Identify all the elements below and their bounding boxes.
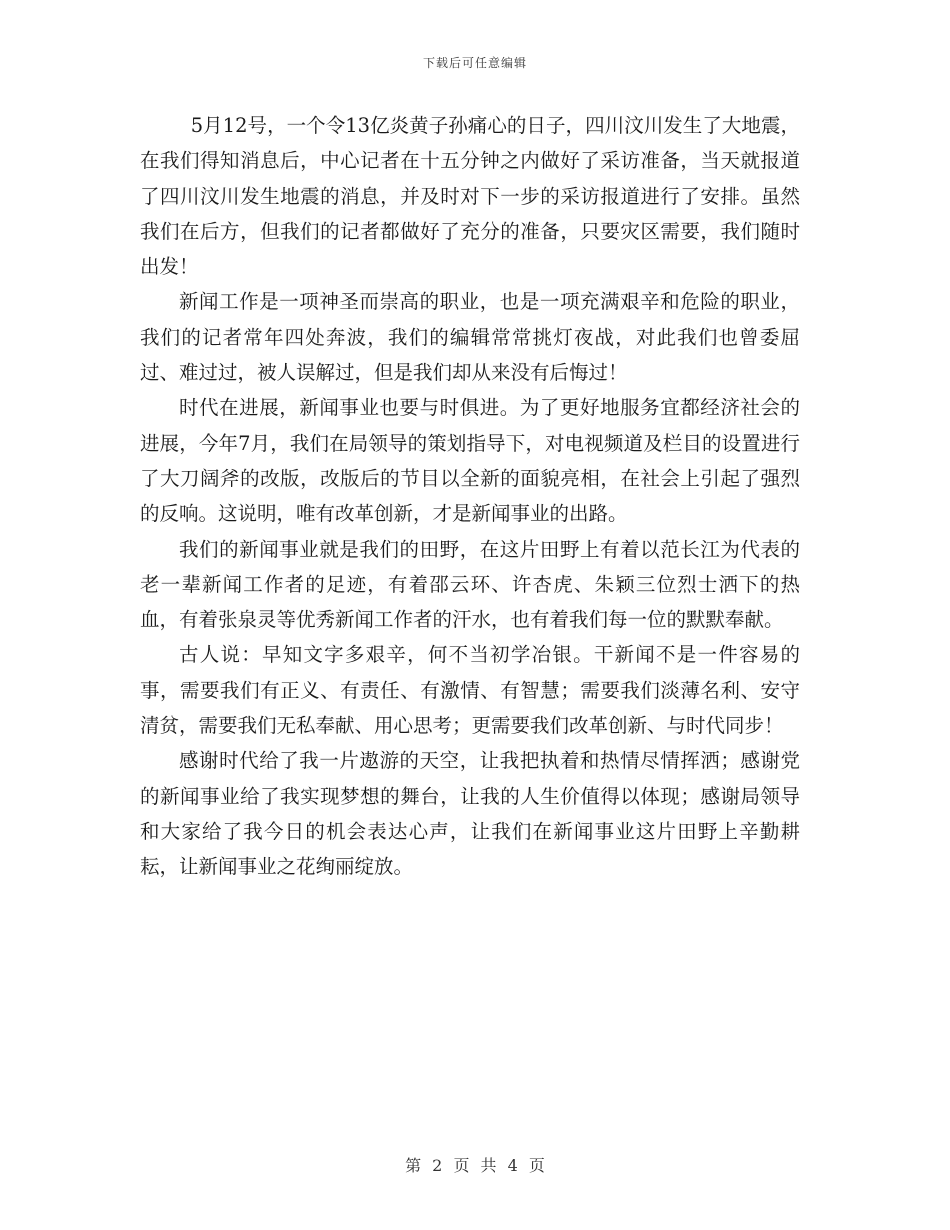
document-body [140,108,800,885]
paragraph-2: 新闻工作是一项神圣而崇高的职业，也是一项充满艰辛和危险的职业，我们的记者常年四处奔波，我们的编辑常常挑灯夜战，对此我们也曾委屈过、难过过，被人误解过，但是我们却从来没有后悔过！ [140,290,800,385]
page-header-note: 下载后可任意编辑 [422,56,527,70]
paragraph-3: 时代在进展，新闻事业也要与时俱进。为了更好地服务宜都经济社会的进展，今年7月，我们在局领导的策划指导下，对电视频道及栏目的设置进行了大刀阔斧的改版，改版后的节目以全新的面貌亮相，在社会上引起了强烈的反响。这说明，唯有改革创新，才是新闻事业的出路。 [140,396,800,526]
paragraph-1: 5月12号，一个令13亿炎黄子孙痛心的日子，四川汶川发生了大地震，在我们得知消息后，中心记者在十五分钟之内做好了采访准备，当天就报道了四川汶川发生地震的消息，并及时对下一步的采访报道进行了安排。虽然我们在后方，但我们的记者都做好了充分的准备，只要灾区需要，我们随时出发！ [140,114,800,279]
page-number-footer: 第 2 页 共 4 页 [405,1156,545,1175]
paragraph-5: 古人说：早知文字多艰辛，何不当初学冶银。干新闻不是一件容易的事，需要我们有正义、有责任、有激情、有智慧；需要我们淡薄名利、安守清贫，需要我们无私奉献、用心思考；更需要我们改革创新、与时代同步！ [140,643,800,738]
paragraph-4: 我们的新闻事业就是我们的田野，在这片田野上有着以范长江为代表的老一辈新闻工作者的足迹，有着邵云环、许杏虎、朱颖三位烈士洒下的热血，有着张泉灵等优秀新闻工作者的汗水，也有着我们每一位的默默奉献。 [140,537,800,632]
paragraph-6: 感谢时代给了我一片遨游的天空，让我把执着和热情尽情挥洒；感谢党的新闻事业给了我实现梦想的舞台，让我的人生价值得以体现；感谢局领导和大家给了我今日的机会表达心声，让我们在新闻事业这片田野上辛勤耕耘，让新闻事业之花绚丽绽放。 [140,749,800,879]
